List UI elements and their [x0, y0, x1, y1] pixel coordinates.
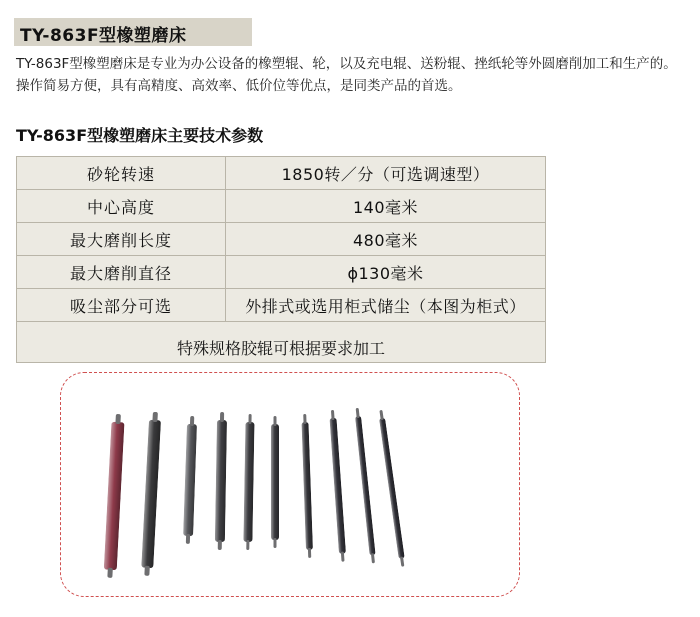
roller-tip-bottom: [307, 548, 310, 558]
section-title: TY-863F型橡塑磨床主要技术参数: [16, 126, 264, 145]
roller-tip-top: [248, 414, 251, 424]
product-photo-area: [60, 372, 520, 597]
roller-tip-top: [115, 414, 121, 424]
spec-value: ϕ130毫米: [226, 256, 546, 289]
roller-tip-top: [330, 410, 334, 420]
roller-dark-medium-3: [268, 424, 282, 540]
roller-dark-medium-1: [212, 420, 230, 542]
table-row: [17, 256, 546, 289]
table-note-row: [17, 332, 546, 363]
spec-value: 480毫米: [226, 223, 546, 256]
intro-text-block: [16, 54, 686, 98]
roller-tip-bottom: [274, 538, 277, 548]
table-row: [17, 223, 546, 256]
spec-value: 1850转／分（可选调速型）: [226, 157, 546, 190]
roller-dark-medium-2: [240, 422, 257, 542]
roller-dark-large: [138, 420, 164, 569]
table-spacer-row: [17, 322, 546, 333]
roller-tip-top: [152, 412, 158, 422]
roller-tip-bottom: [107, 568, 113, 578]
roller-shaft: [355, 416, 376, 556]
roller-tip-bottom: [218, 540, 222, 550]
roller-dark-slim-3: [352, 415, 379, 555]
roller-tip-bottom: [246, 540, 249, 550]
roller-shaft: [243, 422, 254, 542]
roller-tip-top: [274, 416, 277, 426]
roller-tip-bottom: [144, 566, 150, 576]
table-row: [17, 157, 546, 190]
intro-paragraph-1: TY-863F型橡塑磨床是专业为办公设备的橡塑辊、轮，以及充电辊、送粉辊、挫纸轮等外圆磨削加工和生产的。: [16, 56, 677, 72]
roller-tip-top: [190, 416, 194, 426]
table-row: [17, 190, 546, 223]
page-title: TY-863F型橡塑磨床: [20, 26, 187, 46]
roller-dark-slim-2: [326, 418, 348, 555]
spec-label: 中心高度: [17, 190, 226, 223]
roller-tip-bottom: [340, 552, 344, 562]
roller-tip-top: [356, 408, 360, 418]
roller-group-image: [60, 372, 520, 597]
roller-tip-top: [220, 412, 224, 422]
roller-dark-slim-1: [298, 422, 315, 550]
roller-tip-bottom: [371, 553, 375, 563]
roller-gray-medium: [180, 424, 200, 536]
roller-shaft: [301, 422, 312, 550]
roller-shaft: [103, 422, 124, 570]
spec-value: 140毫米: [226, 190, 546, 223]
roller-tip-top: [303, 414, 306, 424]
roller-shaft: [271, 424, 279, 540]
specifications-table: [16, 156, 546, 363]
roller-dark-slim-4: [376, 417, 408, 559]
roller-maroon-large: [100, 422, 127, 571]
roller-tip-bottom: [400, 556, 404, 566]
roller-tip-top: [379, 410, 383, 420]
roller-shaft: [183, 424, 197, 536]
roller-shaft: [379, 418, 405, 559]
roller-shaft: [141, 420, 161, 568]
spec-label: 砂轮转速: [17, 157, 226, 190]
spec-value: 外排式或选用柜式储尘（本图为柜式）: [226, 289, 546, 322]
spec-label: 最大磨削直径: [17, 256, 226, 289]
table-row: [17, 289, 546, 322]
spec-label: 吸尘部分可选: [17, 289, 226, 322]
table-spacer-cell: [17, 322, 546, 333]
spec-label: 最大磨削长度: [17, 223, 226, 256]
spec-note: 特殊规格胶辊可根据要求加工: [17, 332, 546, 363]
intro-paragraph-2: 操作简易方便，具有高精度、高效率、低价位等优点，是同类产品的首选。: [16, 78, 462, 94]
roller-shaft: [215, 420, 227, 542]
roller-tip-bottom: [186, 534, 190, 544]
roller-shaft: [329, 418, 345, 554]
